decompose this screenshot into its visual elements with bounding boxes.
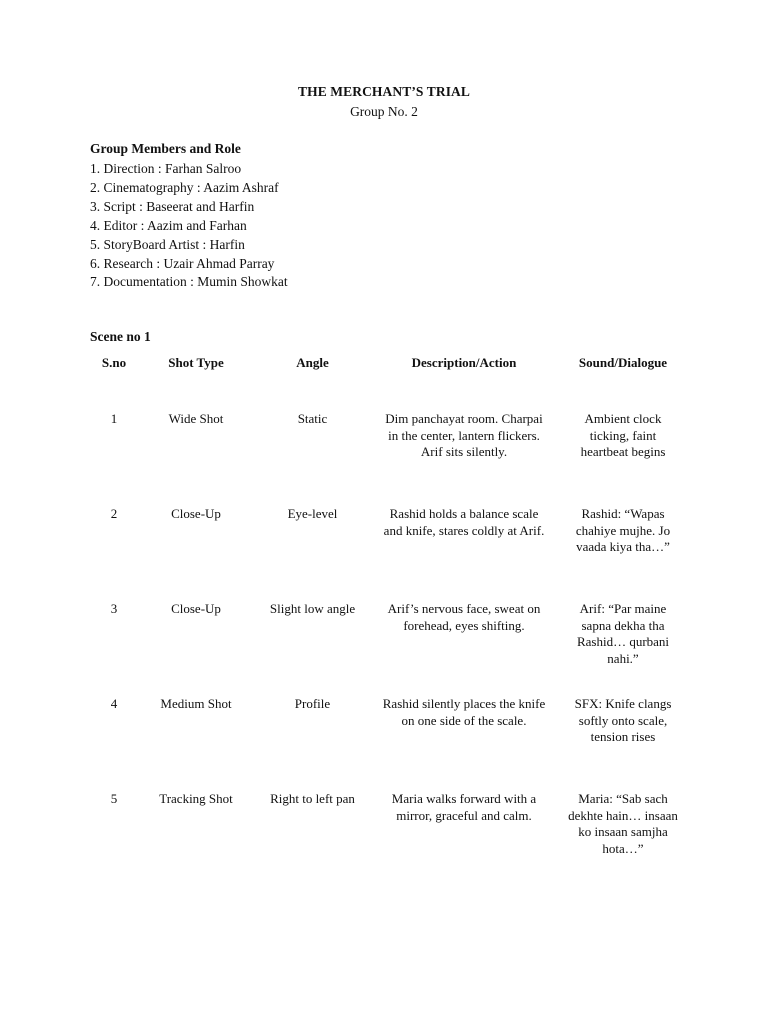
sound-line: Maria: “Sab sach	[578, 791, 668, 806]
row-shot-type: Tracking Shot	[159, 791, 233, 806]
member-cinematography: 2. Cinematography : Aazim Ashraf	[90, 179, 279, 195]
row-angle: Profile	[294, 696, 331, 711]
row-description	[374, 791, 554, 824]
sound-line: softly onto scale,	[578, 712, 668, 728]
description-line: Arif sits silently.	[420, 444, 508, 459]
description-line: Dim panchayat room. Charpai	[385, 411, 543, 426]
scene-heading: Scene no 1	[90, 329, 151, 344]
column-header-sno: S.no	[101, 355, 127, 370]
sound-line: Rashid… qurbani	[576, 634, 670, 649]
description-line: Rashid holds a balance scale	[389, 506, 539, 521]
row-angle: Eye-level	[287, 506, 338, 521]
members-list	[90, 160, 288, 292]
description-line: forehead, eyes shifting.	[403, 617, 525, 633]
row-sno: 4	[110, 696, 118, 711]
row-sound	[560, 506, 686, 556]
row-description	[374, 506, 554, 539]
row-angle: Right to left pan	[270, 791, 355, 806]
row-sno: 5	[110, 791, 118, 806]
row-angle: Slight low angle	[269, 601, 356, 616]
description-line: and knife, stares coldly at Arif.	[383, 522, 545, 538]
sound-line: Arif: “Par maine	[579, 601, 667, 616]
row-description	[374, 696, 554, 729]
sound-line: dekhte hain… insaan	[568, 807, 678, 823]
row-shot-type: Close-Up	[171, 601, 221, 616]
row-sno: 1	[110, 411, 118, 426]
document-title: THE MERCHANT’S TRIAL	[297, 84, 471, 99]
sound-line: SFX: Knife clangs	[574, 696, 672, 711]
description-line: mirror, graceful and calm.	[396, 807, 532, 823]
members-heading: Group Members and Role	[90, 141, 241, 156]
column-header-description: Description/Action	[411, 355, 517, 370]
sound-line: heartbeat begins	[580, 444, 666, 459]
sound-line: hota…”	[602, 840, 644, 856]
sound-line: sapna dekha tha	[581, 617, 665, 633]
sound-line: ko insaan samjha	[578, 824, 668, 839]
member-direction: 1. Direction : Farhan Salroo	[90, 161, 242, 176]
sound-line: ticking, faint	[589, 427, 657, 443]
row-shot-type: Close-Up	[171, 506, 221, 521]
column-header-angle: Angle	[296, 355, 329, 370]
description-line: Rashid silently places the knife	[382, 696, 546, 711]
row-description	[374, 601, 554, 634]
row-sno: 3	[110, 601, 118, 616]
row-sound	[560, 601, 686, 667]
sound-line: Rashid: “Wapas	[581, 506, 665, 521]
sound-line: Ambient clock	[584, 411, 662, 426]
row-shot-type: Medium Shot	[160, 696, 232, 711]
row-sound	[560, 696, 686, 746]
member-research: 6. Research : Uzair Ahmad Parray	[90, 255, 275, 271]
row-sound	[560, 411, 686, 461]
description-line: on one side of the scale.	[401, 712, 527, 728]
row-sno: 2	[110, 506, 118, 521]
column-header-shot-type: Shot Type	[168, 355, 224, 370]
member-documentation: 7. Documentation : Mumin Showkat	[90, 274, 288, 290]
member-editor: 4. Editor : Aazim and Farhan	[90, 217, 247, 233]
column-header-sound: Sound/Dialogue	[578, 355, 668, 370]
sound-line: nahi.”	[607, 650, 639, 666]
sound-line: chahiye mujhe. Jo	[575, 522, 671, 538]
description-line: in the center, lantern flickers.	[388, 427, 540, 443]
row-angle: Static	[297, 411, 328, 426]
row-description	[374, 411, 554, 461]
row-sound	[560, 791, 686, 857]
row-shot-type: Wide Shot	[168, 411, 224, 426]
sound-line: vaada kiya tha…”	[576, 539, 670, 554]
shot-table-header	[0, 355, 768, 375]
description-line: Arif’s nervous face, sweat on	[387, 601, 541, 616]
member-storyboard: 5. StoryBoard Artist : Harfin	[90, 236, 245, 252]
group-number: Group No. 2	[350, 104, 418, 119]
description-line: Maria walks forward with a	[391, 791, 537, 806]
member-script: 3. Script : Baseerat and Harfin	[90, 198, 255, 214]
sound-line: tension rises	[590, 729, 656, 744]
